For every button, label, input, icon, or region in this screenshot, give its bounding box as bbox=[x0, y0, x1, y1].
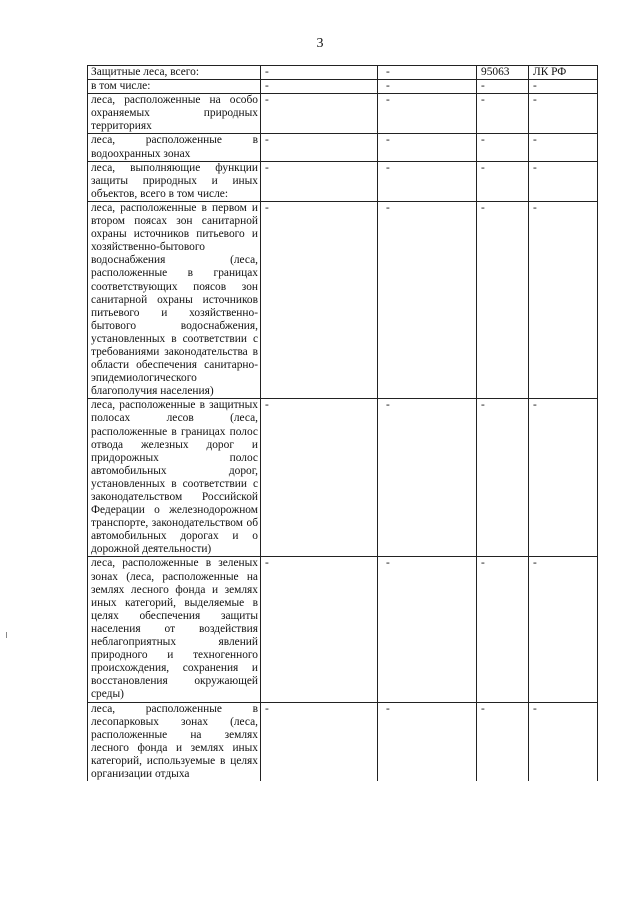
row-label: леса, расположенные в защитных полосах лесов (леса, расположенные в границах полос отвода железных дорог и придорожных полос автомобильных дорог, установленных в соответствии с законодательством Российской Федерации о железнодорожном транспорте, законодательством об автомобильных дорогах и о дорожной деятельности) bbox=[88, 399, 261, 557]
value-cell: - bbox=[477, 80, 529, 94]
scan-margin-mark bbox=[6, 632, 7, 638]
value-cell: - bbox=[261, 702, 378, 781]
table-row bbox=[88, 702, 598, 781]
value-cell: - bbox=[378, 161, 477, 201]
forest-category-table bbox=[87, 65, 598, 781]
value-cell: - bbox=[477, 94, 529, 134]
table-row bbox=[88, 161, 598, 201]
value-cell: - bbox=[261, 94, 378, 134]
row-label: леса, выполняющие функции защиты природных и иных объектов, всего в том числе: bbox=[88, 161, 261, 201]
value-cell: - bbox=[529, 702, 598, 781]
value-cell: - bbox=[477, 201, 529, 398]
table-row bbox=[88, 557, 598, 702]
table-row bbox=[88, 94, 598, 134]
row-label: леса, расположенные в водоохранных зонах bbox=[88, 134, 261, 161]
page-number: 3 bbox=[316, 36, 324, 51]
value-cell: - bbox=[378, 134, 477, 161]
value-cell: - bbox=[261, 161, 378, 201]
value-cell: - bbox=[261, 557, 378, 702]
value-cell: - bbox=[477, 161, 529, 201]
value-cell: - bbox=[477, 134, 529, 161]
value-cell: ЛК РФ bbox=[529, 66, 598, 80]
value-cell: - bbox=[529, 557, 598, 702]
value-cell: - bbox=[378, 201, 477, 398]
row-label: леса, расположенные в лесопарковых зонах (леса, расположенные на землях лесного фонда и землях иных категорий, используемые в целях организации отдыха bbox=[88, 702, 261, 781]
value-cell: - bbox=[261, 134, 378, 161]
value-cell: - bbox=[529, 201, 598, 398]
value-cell: - bbox=[378, 80, 477, 94]
row-label: леса, расположенные в первом и втором поясах зон санитарной охраны источников питьевого и хозяйственно-бытового водоснабжения (леса, расположенные в границах соответствующих поясов зон санитарной охраны источников питьевого и хозяйственно-бытового водоснабжения, установленных в соответствии с требованиями законодательства в области обеспечения санитарно-эпидемиологического благополучия населения) bbox=[88, 201, 261, 398]
row-label: в том числе: bbox=[88, 80, 261, 94]
value-cell: - bbox=[477, 399, 529, 557]
value-cell: - bbox=[529, 94, 598, 134]
row-label: Защитные леса, всего: bbox=[88, 66, 261, 80]
value-cell: - bbox=[529, 80, 598, 94]
value-cell: - bbox=[477, 702, 529, 781]
table-row bbox=[88, 66, 598, 80]
value-cell: - bbox=[378, 702, 477, 781]
row-label: леса, расположенные в зеленых зонах (леса, расположенные на землях лесного фонда и землях иных категорий, выделяемые в целях обеспечения защиты населения от воздействия неблагоприятных явлений природного и техногенного происхождения, сохранения и восстановления окружающей среды) bbox=[88, 557, 261, 702]
value-cell: - bbox=[261, 66, 378, 80]
value-cell: - bbox=[378, 399, 477, 557]
value-cell: - bbox=[261, 399, 378, 557]
value-cell: - bbox=[529, 161, 598, 201]
value-cell: - bbox=[529, 399, 598, 557]
value-cell: - bbox=[261, 201, 378, 398]
table-row bbox=[88, 201, 598, 398]
value-cell: 95063 bbox=[477, 66, 529, 80]
table-row bbox=[88, 399, 598, 557]
row-label: леса, расположенные на особо охраняемых природных территориях bbox=[88, 94, 261, 134]
table-row bbox=[88, 80, 598, 94]
value-cell: - bbox=[378, 66, 477, 80]
value-cell: - bbox=[477, 557, 529, 702]
value-cell: - bbox=[529, 134, 598, 161]
value-cell: - bbox=[378, 557, 477, 702]
value-cell: - bbox=[261, 80, 378, 94]
value-cell: - bbox=[378, 94, 477, 134]
table-row bbox=[88, 134, 598, 161]
